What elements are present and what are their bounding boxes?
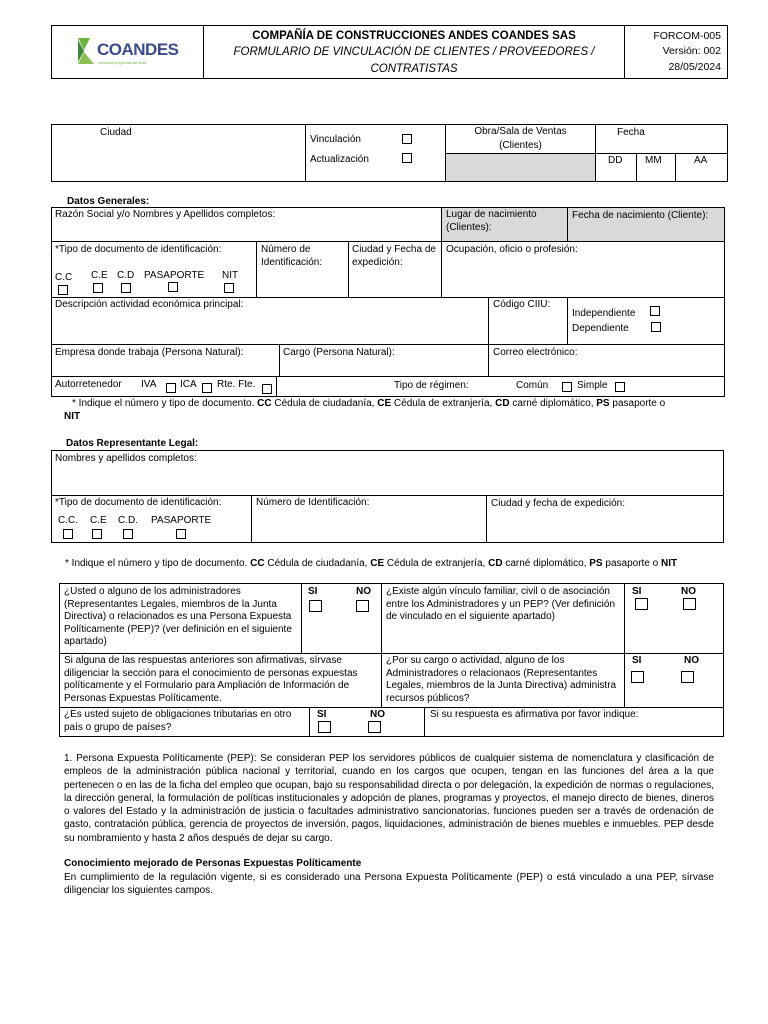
city-label: Ciudad <box>100 127 132 138</box>
rl-numero-id-label: Número de Identificación: <box>256 497 370 508</box>
dependiente-checkbox[interactable] <box>651 322 661 332</box>
pep-q1-no-checkbox[interactable] <box>356 600 369 612</box>
note-prefix: * Indique el número y tipo de documento. <box>72 398 255 409</box>
section-representante-legal: Datos Representante Legal: <box>66 438 199 449</box>
note-ps: PS <box>596 398 610 409</box>
doc-nit-label: NIT <box>222 270 239 281</box>
note-cc-text: Cédula de ciudadanía, <box>267 558 368 569</box>
fecha-nacimiento-label: Fecha de nacimiento (Cliente): <box>572 210 709 221</box>
pep-q4-text: ¿Por su cargo o actividad, alguno de los Administradores o relacionaos (Representantes Legales, miembros de la Junta Directiva) administra recursos públicos? <box>386 655 617 704</box>
note-ce: CE <box>370 558 385 569</box>
pep-q5-no: NO <box>370 709 385 720</box>
doc-pasaporte-label: PASAPORTE <box>144 270 205 281</box>
ciudad-expedicion-label-1: Ciudad y Fecha de <box>352 244 436 255</box>
section-datos-generales: Datos Generales: <box>67 196 150 207</box>
note-cc-text: Cédula de ciudadanía, <box>274 398 375 409</box>
note-cd: CD <box>488 558 503 569</box>
rl-ciudad-label: Ciudad y fecha de expedición: <box>491 498 625 509</box>
note-prefix: * Indique el número y tipo de documento. <box>65 558 248 569</box>
rl-doc-pasaporte-label: PASAPORTE <box>151 515 212 526</box>
regimen-label: Tipo de régimen: <box>394 380 469 391</box>
note-ce: CE <box>377 398 392 409</box>
pep-q5-no-checkbox[interactable] <box>368 721 381 733</box>
pep-q3-text: Si alguna de las respuestas anteriores son afirmativas, sírvase diligenciar la sección para el conocimiento de personas expuestas políticamente y el Formulario para Ampliación de Información de Personas Expuestas Políticamente. <box>64 655 358 704</box>
comun-checkbox[interactable] <box>562 382 572 392</box>
regimen-box <box>276 376 725 397</box>
doc-ce-checkbox[interactable] <box>93 283 103 293</box>
note-nit: NIT <box>64 411 81 422</box>
independiente-label: Independiente <box>572 308 636 319</box>
pep-q4-si: SI <box>632 655 642 666</box>
fecha-header <box>595 124 728 154</box>
note-nit: NIT <box>661 558 678 569</box>
simple-label: Simple <box>577 380 608 391</box>
numero-id-label-1: Número de <box>261 244 311 255</box>
tipo-doc-label: *Tipo de documento de identificación: <box>55 244 222 255</box>
note-ce-text: Cédula de extranjería, <box>393 398 493 409</box>
form-title-line2: CONTRATISTAS <box>370 63 458 75</box>
ica-checkbox[interactable] <box>202 383 212 393</box>
cargo-label: Cargo (Persona Natural): <box>283 347 395 358</box>
ciudad-expedicion-label-2: expedición: <box>352 257 403 268</box>
logo-icon <box>78 38 96 64</box>
pep-definition: 1. Persona Expuesta Políticamente (PEP): Se consideran PEP los servidores públicos de cualquier sistema de nomenclatura y clasificación de empleos de la administración pública nacional y territorial, cuando en los cargos que ocupen, tengan en las funciones del área a la que pertenecen o en las de la ficha del empleo que ocupan, bajo su responsabilidad directa o por delegación, la expedición de normas o regulaciones, la dirección general, la formulación de políticas institucionales y adopción de planes, programas y proyectos, el manejo directo de bienes, dineros o valores del Estado y la administración de justicia o facultades administrativo sancionatorias. funciones pueden ser a través de ordenación de gasto, contratación pública, gerencia de proyectos de inversión, pagos, liquidaciones, administración de bienes muebles e inmuebles. PEP desde su nombramiento y hasta 2 años después de dejar su cargo. <box>64 753 714 844</box>
company-logo <box>78 38 178 68</box>
logo-text: COANDES <box>97 40 179 59</box>
obra-field[interactable] <box>445 153 596 182</box>
note-ps-text: pasaporte o <box>612 398 666 409</box>
form-code: FORCOM-005 <box>653 30 721 42</box>
obra-label-2: (Clientes) <box>499 140 542 151</box>
note-cd-text: carné diplomático, <box>512 398 594 409</box>
pep-subtitle: Conocimiento mejorado de Personas Expuestas Políticamente <box>64 858 362 869</box>
doc-pasaporte-checkbox[interactable] <box>168 282 178 292</box>
pep-q2-no: NO <box>681 586 696 597</box>
pep-q6-label: Si su respuesta es afirmativa por favor indique: <box>430 709 639 720</box>
rl-doc-pasaporte-checkbox[interactable] <box>176 529 186 539</box>
correo-label: Correo electrónico: <box>493 347 578 358</box>
lugar-nacimiento-label-1: Lugar de nacimiento <box>446 209 537 220</box>
doc-cc-checkbox[interactable] <box>58 285 68 295</box>
rl-nombres-label: Nombres y apellidos completos: <box>55 453 197 464</box>
rte-checkbox[interactable] <box>262 384 272 394</box>
rl-doc-cd-checkbox[interactable] <box>123 529 133 539</box>
rl-tipo-doc-label: *Tipo de documento de identificación: <box>55 497 222 508</box>
actualizacion-checkbox[interactable] <box>402 153 412 163</box>
pep-q4-si-checkbox[interactable] <box>631 671 644 683</box>
pep-q5-text: ¿Es usted sujeto de obligaciones tributarias en otro país o grupo de países? <box>64 709 292 733</box>
doc-nit-checkbox[interactable] <box>224 283 234 293</box>
pep-q2-text: ¿Existe algún vínculo familiar, civil o de asociación entre los Administradores y un PEP? (Ver definición de vinculado en el siguiente apartado) <box>386 586 616 622</box>
autorretenedor-label: Autorretenedor <box>55 379 122 390</box>
obra-label-1: Obra/Sala de Ventas <box>474 126 567 137</box>
vinculacion-box <box>305 124 446 182</box>
doc-cc-label: C.C <box>55 272 73 283</box>
mm-label: MM <box>645 155 662 166</box>
note-cd: CD <box>495 398 510 409</box>
pep-body: En cumplimiento de la regulación vigente, si es considerado una Persona Expuesta Políticamente (PEP) o está vinculado a una PEP, sírvase diligenciar los siguientes campos. <box>64 872 714 897</box>
dependiente-label: Dependiente <box>572 323 629 334</box>
simple-checkbox[interactable] <box>615 382 625 392</box>
comun-label: Común <box>516 380 549 391</box>
rl-doc-cc-checkbox[interactable] <box>63 529 73 539</box>
note-ps: PS <box>589 558 603 569</box>
pep-q5-si-checkbox[interactable] <box>318 721 331 733</box>
independiente-checkbox[interactable] <box>650 306 660 316</box>
iva-label: IVA <box>141 379 157 390</box>
form-version: Versión: 002 <box>662 45 721 57</box>
actividad-label: Descripción actividad económica principal: <box>55 299 244 310</box>
company-name: COMPAÑÍA DE CONSTRUCCIONES ANDES COANDES SAS <box>252 30 576 42</box>
actualizacion-label: Actualización <box>310 154 369 165</box>
doc-cd-label: C.D <box>117 270 135 281</box>
note-cc: CC <box>257 398 272 409</box>
rte-label: Rte. Fte. <box>217 379 256 390</box>
pep-q4-no: NO <box>684 655 699 666</box>
doc-cd-checkbox[interactable] <box>121 283 131 293</box>
empresa-label: Empresa donde trabaja (Persona Natural): <box>55 347 244 358</box>
doc-note-legal <box>65 558 677 570</box>
pep-q5-si: SI <box>317 709 327 720</box>
pep-q1-si: SI <box>308 586 318 597</box>
dd-label: DD <box>608 155 623 166</box>
form-date: 28/05/2024 <box>668 61 721 73</box>
pep-q1-si-checkbox[interactable] <box>309 600 322 612</box>
ica-label: ICA <box>180 379 197 390</box>
fecha-label: Fecha <box>617 127 645 138</box>
pep-q2-no-checkbox[interactable] <box>683 598 696 610</box>
ocupacion-label: Ocupación, oficio o profesión: <box>446 244 578 255</box>
numero-id-label-2: Identificación: <box>261 257 323 268</box>
doc-note-general <box>72 398 665 410</box>
pep-q2-si: SI <box>632 586 642 597</box>
form-title-line1: FORMULARIO DE VINCULACIÓN DE CLIENTES / PROVEEDORES / <box>233 46 595 58</box>
note-cd-text: carné diplomático, <box>505 558 587 569</box>
note-ce-text: Cédula de extranjería, <box>386 558 486 569</box>
pep-q2-si-checkbox[interactable] <box>635 598 648 610</box>
dependencia-box <box>567 297 725 345</box>
vinculacion-checkbox[interactable] <box>402 134 412 144</box>
note-cc: CC <box>250 558 265 569</box>
pep-q4-no-checkbox[interactable] <box>681 671 694 683</box>
doc-ce-label: C.E <box>91 270 108 281</box>
rl-doc-cd-label: C.D. <box>118 515 138 526</box>
pep-q1-no: NO <box>356 586 371 597</box>
logo-tagline: creamos proyectos de vida <box>98 60 146 65</box>
lugar-nacimiento-label-2: (Clientes): <box>446 222 492 233</box>
iva-checkbox[interactable] <box>166 383 176 393</box>
note-ps-text: pasaporte o <box>605 558 659 569</box>
pep-q1-text: ¿Usted o alguno de los administradores (Representantes Legales, miembros de la Junta Directiva) o relacionados es una Persona Expuesta Políticamente (PEP)? (ver definición en el siguiente apartado) <box>64 586 292 647</box>
rl-doc-ce-checkbox[interactable] <box>92 529 102 539</box>
vinculacion-label: Vinculación <box>310 134 361 145</box>
razon-social-label: Razón Social y/o Nombres y Apellidos completos: <box>55 209 276 220</box>
rl-doc-ce-label: C.E <box>90 515 107 526</box>
ciiu-label: Código CIIU: <box>493 299 551 310</box>
rl-doc-cc-label: C.C. <box>58 515 78 526</box>
city-field[interactable] <box>51 124 306 182</box>
aa-label: AA <box>694 155 708 166</box>
